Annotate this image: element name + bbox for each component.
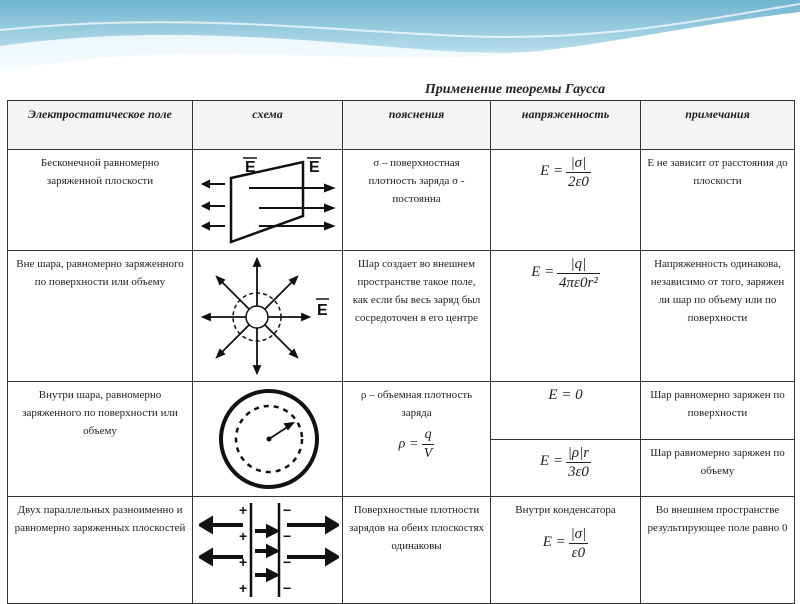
field-cell: Вне шара, равномерно заряженного по поверхности или объему bbox=[8, 251, 193, 382]
explanation-cell: Шар создает во внешнем пространстве такое поле, как если бы весь заряд был сосредоточен в его центре bbox=[343, 251, 491, 382]
note-cell: Шар равномерно заряжен по поверхности bbox=[641, 382, 795, 440]
scheme-cell bbox=[193, 382, 343, 497]
formula-cell bbox=[491, 382, 641, 440]
field-vector-label: E bbox=[309, 159, 320, 176]
note-cell: E не зависит от расстояния до плоскости bbox=[641, 150, 795, 251]
header-notes: примечания bbox=[641, 101, 795, 150]
formula-numerator: |σ| bbox=[570, 526, 587, 542]
minus-sign: − bbox=[283, 554, 292, 570]
plus-sign: + bbox=[239, 528, 248, 544]
field-cell: Бесконечной равномерно заряженной плоскости bbox=[8, 150, 193, 251]
header-scheme: схема bbox=[193, 101, 343, 150]
table-row bbox=[8, 251, 795, 382]
plus-sign: + bbox=[239, 554, 248, 570]
minus-sign: − bbox=[283, 580, 292, 596]
note-cell: Шар равномерно заряжен по объему bbox=[641, 439, 795, 497]
plus-sign: + bbox=[239, 580, 248, 596]
formula-denominator: V bbox=[423, 446, 433, 461]
formula-lhs: E = bbox=[540, 163, 564, 180]
header-explanation: пояснения bbox=[343, 101, 491, 150]
explanation-text: ρ – объемная плотность заряда bbox=[360, 389, 473, 419]
gauss-table bbox=[7, 100, 795, 604]
decorative-banner bbox=[0, 0, 800, 90]
formula-numerator: |ρ|r bbox=[567, 444, 590, 461]
note-cell: Напряженность одинакова, независимо от того, заряжен ли шар по объему или по поверхности bbox=[641, 251, 795, 382]
formula-numerator: |q| bbox=[557, 255, 600, 274]
scheme-cell bbox=[193, 497, 343, 604]
header-intensity: напряженность bbox=[491, 101, 641, 150]
plus-sign: + bbox=[239, 502, 248, 518]
explanation-cell: σ – поверхностная плотность заряда σ - постоянна bbox=[343, 150, 491, 251]
header-field: Электростатическое поле bbox=[8, 101, 193, 150]
formula-lhs: E = bbox=[539, 452, 563, 469]
scheme-cell bbox=[193, 150, 343, 251]
formula-prefix: Внутри конденсатора bbox=[515, 504, 616, 516]
header-row bbox=[8, 101, 795, 150]
formula-cell bbox=[491, 439, 641, 497]
formula-zero: E = 0 bbox=[548, 387, 583, 403]
formula-cell bbox=[491, 150, 641, 251]
formula-numerator: q bbox=[422, 426, 435, 445]
note-cell: Во внешнем пространстве результирующее поле равно 0 bbox=[641, 497, 795, 604]
minus-sign: − bbox=[283, 528, 292, 544]
formula-denominator: ε0 bbox=[571, 545, 586, 561]
sphere-outside-diagram bbox=[199, 255, 339, 377]
formula-lhs: E = bbox=[542, 534, 566, 551]
density-formula bbox=[349, 426, 484, 463]
formula-denominator: 4πε0r² bbox=[559, 275, 598, 291]
formula-denominator: 3ε0 bbox=[567, 463, 589, 480]
field-cell: Внутри шара, равномерно заряженного по поверхности или объему bbox=[8, 382, 193, 497]
capacitor-diagram bbox=[199, 501, 339, 599]
page-title: Применение теоремы Гаусса bbox=[424, 82, 606, 97]
formula-lhs: E = bbox=[531, 264, 555, 281]
field-vector-label: E bbox=[245, 159, 256, 176]
table-row bbox=[8, 497, 795, 604]
charged-plane-diagram bbox=[199, 154, 339, 246]
field-cell: Двух параллельных разноименно и равномерно заряженных плоскостей bbox=[8, 497, 193, 604]
field-vector-label: E bbox=[317, 302, 328, 319]
formula-numerator: |σ| bbox=[566, 154, 591, 173]
formula-cell bbox=[491, 251, 641, 382]
scheme-cell bbox=[193, 251, 343, 382]
sphere-inside-diagram bbox=[199, 386, 339, 492]
explanation-cell: Поверхностные плотности зарядов на обеих плоскостях одинаковы bbox=[343, 497, 491, 604]
table-row bbox=[8, 150, 795, 251]
formula-denominator: 2ε0 bbox=[567, 174, 589, 190]
table-row bbox=[8, 382, 795, 440]
formula-cell bbox=[491, 497, 641, 604]
explanation-cell bbox=[343, 382, 491, 497]
minus-sign: − bbox=[283, 502, 292, 518]
formula-lhs: ρ = bbox=[398, 436, 419, 452]
wave-background bbox=[0, 0, 800, 90]
